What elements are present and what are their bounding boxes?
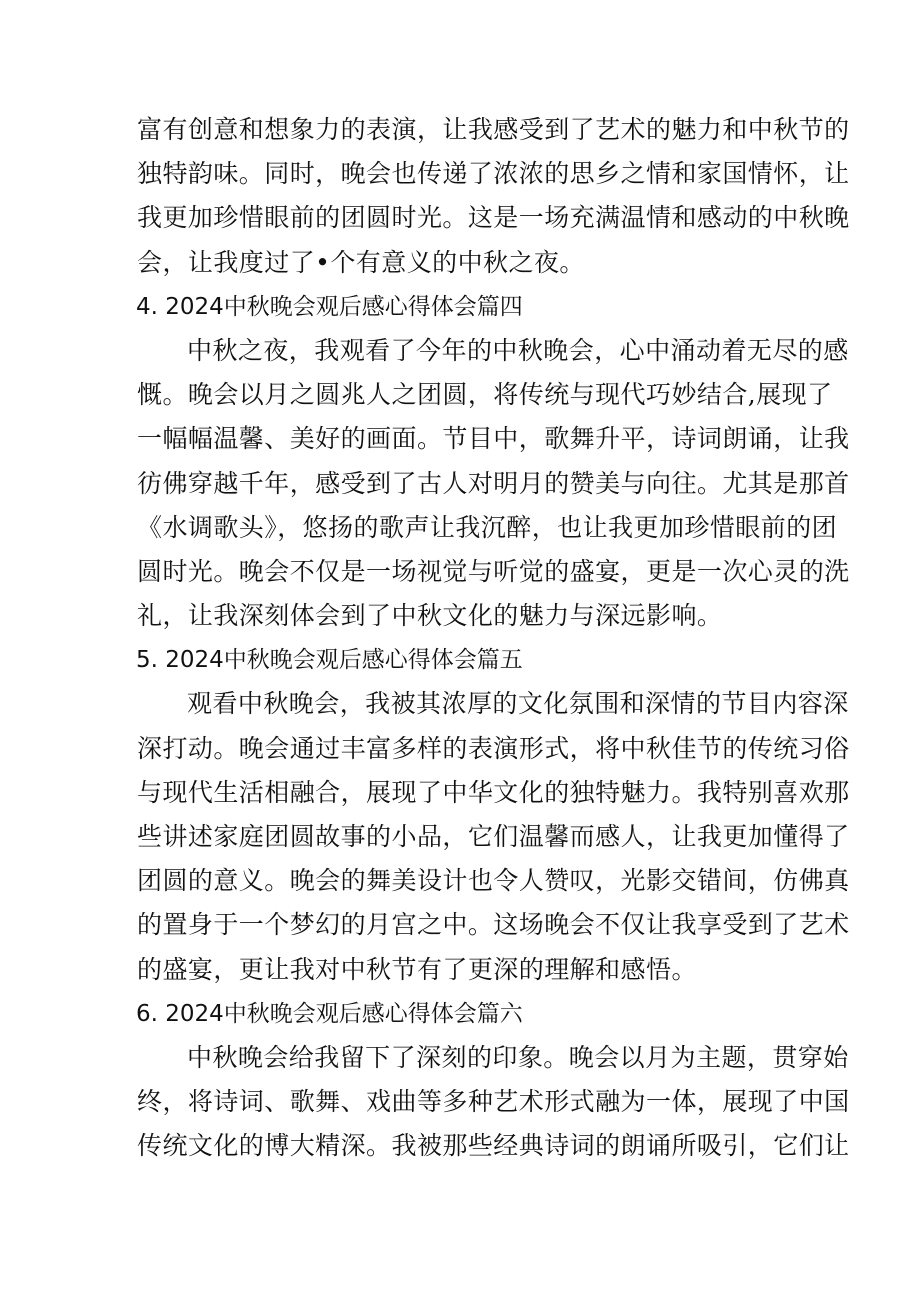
paragraph-line: 中秋之夜，我观看了今年的中秋晚会，心中涌动着无尽的感	[187, 335, 849, 365]
paragraph-line: 深打动。晚会通过丰富多样的表演形式，将中秋佳节的传统习俗	[137, 733, 850, 763]
paragraph-line: 与现代生活相融合，展现了中华文化的独特魅力。我特别喜欢那	[137, 777, 850, 807]
section-heading-4: 4. 2024中秋晚会观后感心得体会篇四	[136, 293, 523, 320]
paragraph-line: 礼，让我深刻体会到了中秋文化的魅力与深远影响。	[137, 601, 723, 631]
paragraph-line: 一幅幅温馨、美好的画面。节目中，歌舞升平，诗词朗诵，让我	[137, 424, 850, 454]
paragraph-line: 的盛宴，更让我对中秋节有了更深的理解和感悟。	[137, 954, 697, 984]
paragraph-line: 团圆的意义。晚会的舞美设计也令人赞叹，光影交错间，仿佛真	[137, 866, 850, 896]
paragraph-line: 独特韵味。同时，晚会也传递了浓浓的思乡之情和家国情怀，让	[137, 159, 850, 189]
section-heading-5: 5. 2024中秋晚会观后感心得体会篇五	[136, 647, 523, 674]
paragraph-line: 传统文化的博大精深。我被那些经典诗词的朗诵所吸引，它们让	[137, 1131, 850, 1161]
paragraph-line: 我更加珍惜眼前的团圆时光。这是一场充满温情和感动的中秋晚	[137, 203, 850, 233]
paragraph-line: 彷佛穿越千年，感受到了古人对明月的赞美与向往。尤其是那首	[137, 468, 850, 498]
paragraph-line: 些讲述家庭团圆故事的小品，它们温馨而感人，让我更加懂得了	[137, 822, 850, 851]
paragraph-line: 圆时光。晚会不仅是一场视觉与听觉的盛宴，更是一次心灵的洗	[137, 556, 850, 586]
paragraph-line: 会，让我度过了•个有意义的中秋之夜。	[137, 247, 585, 277]
paragraph-line: 观看中秋晚会，我被其浓厚的文化氛围和深情的节目内容深	[187, 689, 849, 719]
paragraph-line: 《水调歌头》，悠扬的歌声让我沉醉，也让我更加珍惜眼前的团	[137, 512, 838, 542]
paragraph-line: 富有创意和想象力的表演，让我感受到了艺术的魅力和中秋节的	[137, 115, 850, 144]
paragraph-line: 慨。晚会以月之圆兆人之团圆，将传统与现代巧妙结合,展现了	[137, 380, 833, 410]
paragraph-line: 终，将诗词、歌舞、戏曲等多种艺术形式融为一体，展现了中国	[137, 1087, 850, 1117]
paragraph-line: 的置身于一个梦幻的月宫之中。这场晚会不仅让我享受到了艺术	[137, 910, 850, 940]
section-heading-6: 6. 2024中秋晚会观后感心得体会篇六	[136, 1000, 523, 1027]
paragraph-line: 中秋晚会给我留下了深刻的印象。晚会以月为主题，贯穿始	[187, 1042, 849, 1072]
document-body	[136, 108, 850, 1169]
